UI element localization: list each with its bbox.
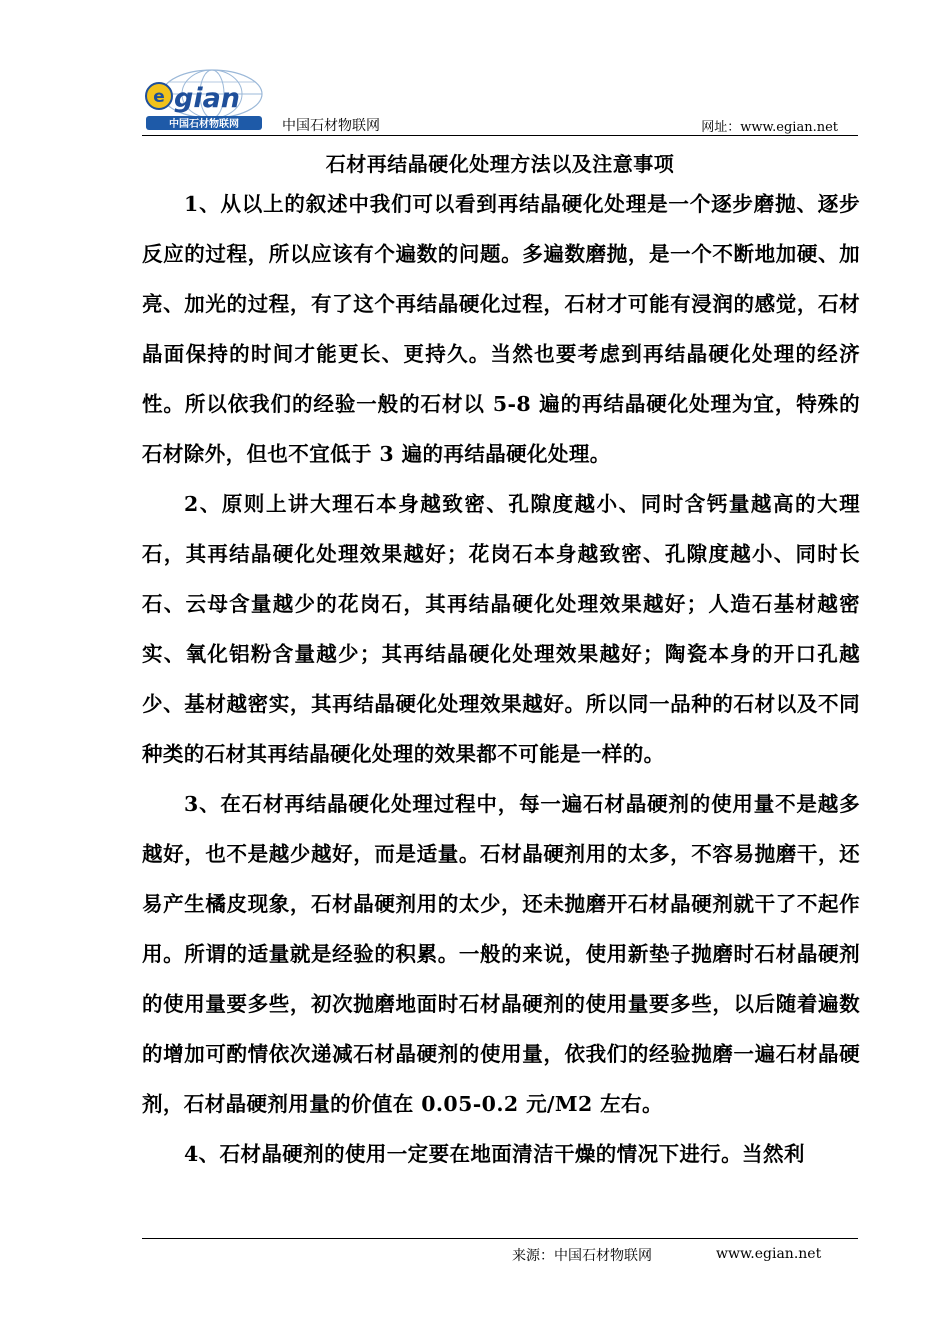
footer-url[interactable]: www.egian.net <box>716 1246 822 1262</box>
svg-text:中国石材物联网: 中国石材物联网 <box>169 119 239 130</box>
header-divider <box>142 135 858 136</box>
paragraph-2: 2、原则上讲大理石本身越致密、孔隙度越小、同时含钙量越高的大理石，其再结晶硬化处理效果越好；花岗石本身越致密、孔隙度越小、同时长石、云母含量越少的花岗石，其再结晶硬化处理效果越好；人造石基材越密实、氧化铝粉含量越少；其再结晶硬化处理效果越好；陶瓷本身的开口孔越少、基材越密实，其再结晶硬化处理效果越好。所以同一品种的石材以及不同种类的石材其再结晶硬化处理的效果都不可能是一样的。 <box>142 492 860 766</box>
egian-logo[interactable] <box>142 66 270 132</box>
svg-text:e: e <box>153 87 165 107</box>
header-url[interactable]: 网址：www.egian.net <box>701 120 838 135</box>
paragraph-3: 3、在石材再结晶硬化处理过程中，每一遍石材晶硬剂的使用量不是越多越好，也不是越少越好，而是适量。石材晶硬剂用的太多，不容易抛磨干，还易产生橘皮现象，石材晶硬剂用的太少，还未抛磨开石材晶硬剂就干了不起作用。所谓的适量就是经验的积累。一般的来说，使用新垫子抛磨时石材晶硬剂的使用量要多些，初次抛磨地面时石材晶硬剂的使用量要多些，以后随着遍数的增加可酌情依次递减石材晶硬剂的使用量，依我们的经验抛磨一遍石材晶硬剂，石材晶硬剂用量的价值在 0.05-0.2 元/M2 左右。 <box>142 792 860 1116</box>
paragraph-4: 4、石材晶硬剂的使用一定要在地面清洁干燥的情况下进行。当然利 <box>184 1142 805 1166</box>
footer-divider <box>142 1238 858 1239</box>
header-site-name: 中国石材物联网 <box>282 118 380 134</box>
svg-text:gian: gian <box>174 83 241 114</box>
document-title: 石材再结晶硬化处理方法以及注意事项 <box>325 152 675 176</box>
globe-icon <box>142 66 270 132</box>
document-body <box>142 179 860 1179</box>
footer-source: 来源：中国石材物联网 <box>512 1248 652 1264</box>
paragraph-1: 1、从以上的叙述中我们可以看到再结晶硬化处理是一个逐步磨抛、逐步反应的过程，所以应该有个遍数的问题。多遍数磨抛，是一个不断地加硬、加亮、加光的过程，有了这个再结晶硬化过程，石材才可能有浸润的感觉，石材晶面保持的时间才能更长、更持久。当然也要考虑到再结晶硬化处理的经济性。所以依我们的经验一般的石材以 5-8 遍的再结晶硬化处理为宜，特殊的石材除外，但也不宜低于 3 遍的再结晶硬化处理。 <box>142 192 860 466</box>
